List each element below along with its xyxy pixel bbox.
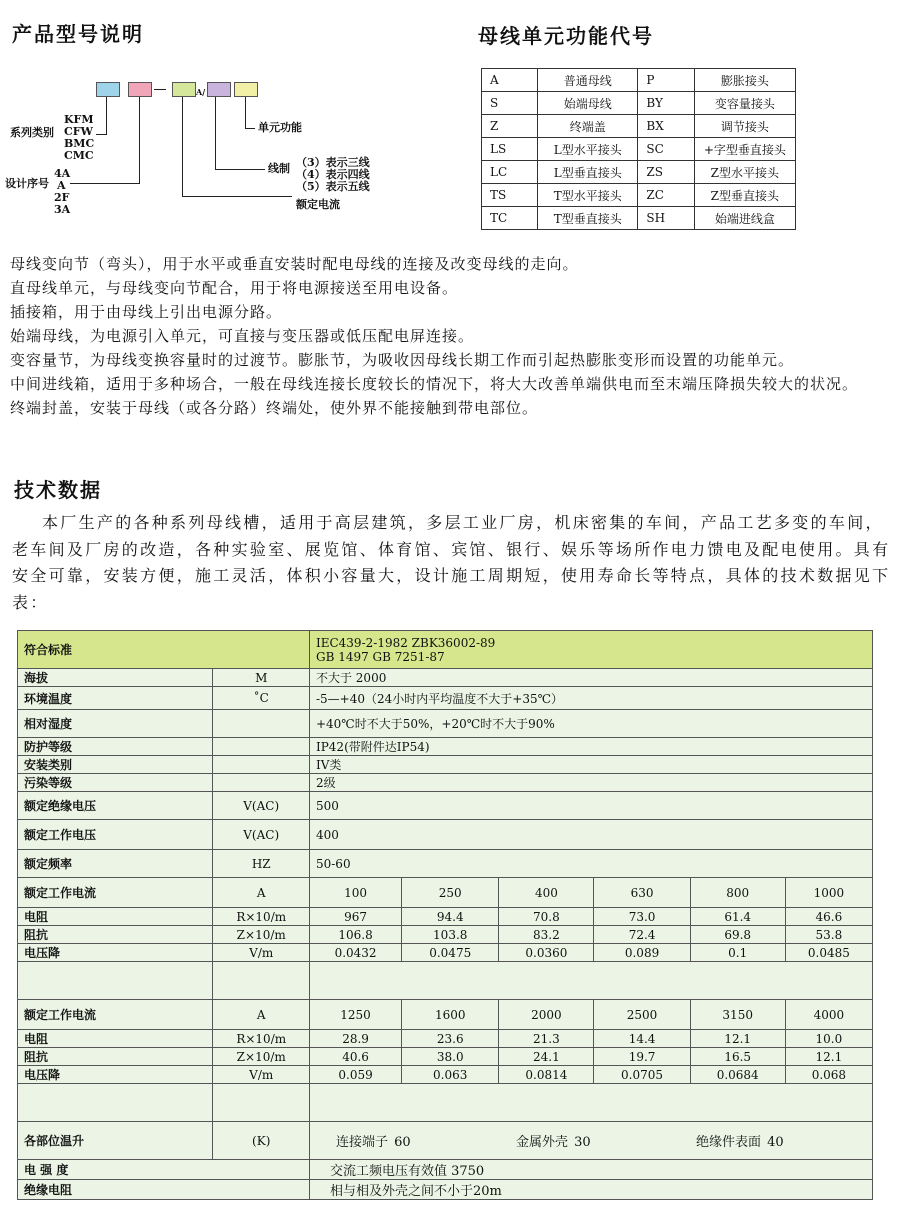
code-cell: ZS [638,161,694,184]
value-cell: 103.8 [402,926,499,944]
value-cell: 1000 [785,878,872,908]
temp-rise-value: 绝缘件表面 40 [695,1135,784,1150]
series-1: KFM [64,113,94,126]
value-cell: 70.8 [499,908,594,926]
code-name-cell: L型水平接头 [538,138,638,161]
description-line: 直母线单元，与母线变向节配合，用于将电源接送至用电设备。 [10,279,459,297]
value-cell: 83.2 [499,926,594,944]
value-cell: 0.089 [594,944,690,962]
param-unit: V/m [213,1066,310,1084]
param-label: 电 强 度 [18,1160,310,1180]
value-cell: 100 [309,878,401,908]
param-label: 额定工作电压 [18,820,213,850]
value-cell: 16.5 [690,1048,785,1066]
design-label: 设计序号 [5,177,49,190]
param-value: 2级 [309,774,872,792]
spacer-cell [18,962,213,1000]
design-4: 3A [54,203,71,216]
code-row [482,92,796,115]
value-cell: 69.8 [690,926,785,944]
value-cell: 19.7 [594,1048,690,1066]
standard-label: 符合标准 [18,631,310,669]
code-name-cell: 膨胀接头 [694,69,795,92]
param-label: 电压降 [18,1066,213,1084]
code-row [482,184,796,207]
value-cell: 28.9 [309,1030,401,1048]
description-line: 母线变向节（弯头），用于水平或垂直安装时配电母线的连接及改变母线的走向。 [10,255,579,273]
code-cell: ZC [638,184,694,207]
value-cell: 250 [402,878,499,908]
value-cell: 967 [309,908,401,926]
wiring-3: （3）表示三线 [296,156,370,169]
param-label: 防护等级 [18,738,213,756]
param-label: 污染等级 [18,774,213,792]
code-name-cell: +字型垂直接头 [694,138,795,161]
design-2: A [57,179,66,192]
description-line: 终端封盖，安装于母线（或各分路）终端处，使外界不能接触到带电部位。 [10,399,539,417]
value-cell: 800 [690,878,785,908]
description-line: 插接箱，用于由母线上引出电源分路。 [10,303,283,321]
value-cell: 1250 [309,1000,401,1030]
spacer-cell [213,1084,310,1122]
param-unit: R×10/m [213,908,310,926]
param-value: 50-60 [309,850,872,878]
description-line: 始端母线，为电源引入单元，可直接与变压器或低压配电屏连接。 [10,327,475,345]
spacer-cell [18,1084,213,1122]
value-cell: 21.3 [499,1030,594,1048]
value-cell: 0.063 [402,1066,499,1084]
tech-row [18,1122,873,1160]
tech-row [18,850,873,878]
code-cell: P [638,69,694,92]
param-label: 绝缘电阻 [18,1180,310,1200]
value-cell: 73.0 [594,908,690,926]
value-cell: 72.4 [594,926,690,944]
value-cell: 23.6 [402,1030,499,1048]
current-box [172,82,196,97]
spacer-cell [309,962,872,1000]
tech-row [18,962,873,1000]
tech-row [18,756,873,774]
tech-row [18,1000,873,1030]
function-code-table [481,68,796,230]
code-name-cell: L型垂直接头 [538,161,638,184]
tech-row [18,926,873,944]
temp-rise-value: 金属外壳 30 [515,1135,591,1150]
tech-row [18,944,873,962]
tech-title: 技术数据 [14,478,102,502]
temp-rise-value: 连接端子 60 [335,1135,411,1150]
param-value: IV类 [309,756,872,774]
value-cell: 38.0 [402,1048,499,1066]
wiring-box [207,82,231,97]
tech-row [18,820,873,850]
wiring-5: （5）表示五线 [296,180,370,193]
param-unit [213,756,310,774]
param-value: 400 [309,820,872,850]
tech-row [18,669,873,687]
code-name-cell: T型水平接头 [538,184,638,207]
param-label: 阻抗 [18,926,213,944]
param-unit: ˚C [213,687,310,710]
param-unit: V/m [213,944,310,962]
unit-box [234,82,258,97]
value-cell: 0.059 [309,1066,401,1084]
code-name-cell: 普通母线 [538,69,638,92]
description-line: 变容量节，为母线变换容量时的过渡节。膨胀节，为吸收因母线长期工作而引起热膨胀变形而设置的功能单元。 [10,351,795,369]
tech-table [17,630,873,1200]
code-row [482,207,796,230]
code-name-cell: Z型垂直接头 [694,184,795,207]
value-cell: 0.0360 [499,944,594,962]
param-unit [213,774,310,792]
code-row [482,69,796,92]
value-cell: 630 [594,878,690,908]
series-label: 系列类别 [10,126,54,139]
tech-row [18,1048,873,1066]
code-name-cell: 调节接头 [694,115,795,138]
value-cell: 10.0 [785,1030,872,1048]
param-unit: A [213,1000,310,1030]
function-code-title: 母线单元功能代号 [478,24,654,48]
series-4: CMC [64,149,94,162]
param-unit [213,710,310,738]
code-cell: S [482,92,538,115]
code-cell: LS [482,138,538,161]
value-cell: 0.0485 [785,944,872,962]
code-cell: SC [638,138,694,161]
series-3: BMC [64,137,95,150]
param-label: 环境温度 [18,687,213,710]
value-cell: 46.6 [785,908,872,926]
model-title: 产品型号说明 [12,22,144,46]
value-cell: 2500 [594,1000,690,1030]
param-unit: HZ [213,850,310,878]
code-cell: BX [638,115,694,138]
param-label: 额定工作电流 [18,1000,213,1030]
value-cell: 14.4 [594,1030,690,1048]
value-cell: 3150 [690,1000,785,1030]
tech-row [18,878,873,908]
param-unit [213,738,310,756]
value-cell: 12.1 [785,1048,872,1066]
tech-row [18,774,873,792]
value-cell: 40.6 [309,1048,401,1066]
param-label: 额定绝缘电压 [18,792,213,820]
param-label: 电阻 [18,1030,213,1048]
series-2: CFW [64,125,93,138]
value-cell: 0.0684 [690,1066,785,1084]
spacer-cell [309,1084,872,1122]
param-value: 交流工频电压有效值 3750 [309,1160,872,1180]
design-box [128,82,152,97]
value-cell: 4000 [785,1000,872,1030]
slash-label: A/ [196,87,206,97]
unit-function-label: 单元功能 [258,121,302,134]
code-cell: A [482,69,538,92]
code-cell: BY [638,92,694,115]
value-cell: 61.4 [690,908,785,926]
description-line: 中间进线箱，适用于多种场合，一般在母线连接长度较长的情况下，将大大改善单端供电而至末端压降损失较大的状况。 [10,375,859,393]
value-cell: 53.8 [785,926,872,944]
design-3: 2F [54,191,70,204]
tech-row [18,738,873,756]
param-value: +40℃时不大于50%，+20℃时不大于90% [309,710,872,738]
param-unit: A [213,878,310,908]
code-name-cell: Z型水平接头 [694,161,795,184]
param-unit: R×10/m [213,1030,310,1048]
value-cell: 2000 [499,1000,594,1030]
value-cell: 0.1 [690,944,785,962]
tech-row [18,1180,873,1200]
param-label: 各部位温升 [18,1122,213,1160]
code-cell: TS [482,184,538,207]
value-cell: 0.0705 [594,1066,690,1084]
param-unit: Z×10/m [213,1048,310,1066]
standard-line: IEC439-2-1982 ZBK36002-89 [315,635,496,650]
design-1: 4A [54,167,71,180]
param-label: 额定工作电流 [18,878,213,908]
param-label: 阻抗 [18,1048,213,1066]
tech-intro: 本厂生产的各种系列母线槽，适用于高层建筑，多层工业厂房，机床密集的车间，产品工艺多变的车间，老车间及厂房的改造，各种实验室、展览馆、体育馆、宾馆、银行、娱乐等场所作电力馈电及配电使用。具有安全可靠，安装方便，施工灵活，体积小容量大，设计施工周期短，使用寿命长等特点，具体的技术数据见下表： [12,513,891,612]
code-row [482,161,796,184]
param-label: 海拔 [18,669,213,687]
value-cell: 106.8 [309,926,401,944]
tech-row [18,1160,873,1180]
param-value: 相与相及外壳之间不小于20m [309,1180,872,1200]
descriptions [10,252,890,420]
code-cell: TC [482,207,538,230]
tech-row [18,1066,873,1084]
value-cell: 400 [499,878,594,908]
wiring-4: （4）表示四线 [296,168,370,181]
standard-value [309,631,872,669]
param-value: 不大于 2000 [309,669,872,687]
rated-current-label: 额定电流 [296,198,340,211]
value-cell: 0.068 [785,1066,872,1084]
param-label: 安装类别 [18,756,213,774]
value-cell: 0.0475 [402,944,499,962]
tech-row [18,687,873,710]
code-cell: LC [482,161,538,184]
code-name-cell: 终端盖 [538,115,638,138]
value-cell: 94.4 [402,908,499,926]
value-cell: 0.0814 [499,1066,594,1084]
tech-row [18,1030,873,1048]
param-value: 500 [309,792,872,820]
code-name-cell: 始端进线盒 [694,207,795,230]
tech-row [18,710,873,738]
series-box [96,82,120,97]
param-label: 电压降 [18,944,213,962]
param-label: 相对湿度 [18,710,213,738]
param-label: 电阻 [18,908,213,926]
value-cell: 12.1 [690,1030,785,1048]
standard-line: GB 1497 GB 7251-87 [315,649,445,664]
param-unit: V(AC) [213,820,310,850]
code-cell: SH [638,207,694,230]
param-unit: V(AC) [213,792,310,820]
param-value: -5—+40（24小时内平均温度不大于+35℃） [309,687,872,710]
value-cell: 0.0432 [309,944,401,962]
value-cell: 1600 [402,1000,499,1030]
tech-row [18,1084,873,1122]
tech-row [18,631,873,669]
param-value: IP42(带附件达IP54) [309,738,872,756]
code-cell: Z [482,115,538,138]
code-name-cell: 变容量接头 [694,92,795,115]
temp-rise-values [309,1122,872,1160]
param-unit: M [213,669,310,687]
param-unit: (K) [213,1122,310,1160]
code-row [482,138,796,161]
value-cell: 24.1 [499,1048,594,1066]
code-name-cell: 始端母线 [538,92,638,115]
wiring-label: 线制 [268,162,290,175]
param-unit: Z×10/m [213,926,310,944]
tech-row [18,908,873,926]
code-name-cell: T型垂直接头 [538,207,638,230]
spacer-cell [213,962,310,1000]
code-row [482,115,796,138]
param-label: 额定频率 [18,850,213,878]
tech-row [18,792,873,820]
